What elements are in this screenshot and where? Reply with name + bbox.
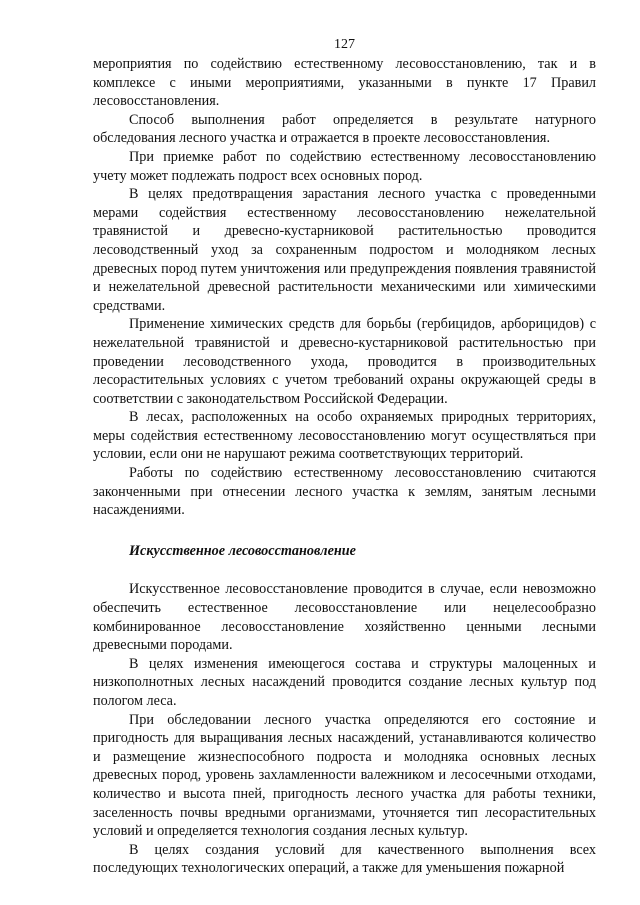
document-page <box>93 36 596 878</box>
paragraph: Работы по содействию естественному лесовосстановлению считаются законченными при отнесении лесного участка к землям, занятым лесными насаждениями. <box>93 465 596 519</box>
paragraph: Применение химических средств для борьбы (гербицидов, арборицидов) с нежелательной травянистой и древесно-кустарниковой растительностью при проведении лесоводственного ухода, проводится в производительных лесорастительных условиях с учетом требований охраны окружающей среды в соответствии с законодательством Российской Федерации. <box>93 316 596 407</box>
page-number: 127 <box>334 37 355 52</box>
paragraph: Искусственное лесовосстановление проводится в случае, если невозможно обеспечить естественное лесовосстановление или нецелесообразно комбинированное лесовосстановление хозяйственно ценными лесными древесными породами. <box>93 581 596 654</box>
paragraph: В целях предотвращения зарастания лесного участка с проведенными мерами содействия естественному лесовосстановлению нежелательной травянистой и древесно-кустарниковой растительностью проводится лесоводственный уход за сохраненным подростом и молодняком лесных древесных пород путем уничтожения или предупреждения появления травянистой и нежелательной древесной растительности механическими или химическими средствами. <box>93 186 596 314</box>
paragraph: мероприятия по содействию естественному лесовосстановлению, так и в комплексе с иными мероприятиями, указанными в пункте 17 Правил лесовосстановления. <box>93 56 596 110</box>
paragraph: В лесах, расположенных на особо охраняемых природных территориях, меры содействия естественному лесовосстановлению могут осуществляться при условии, если они не нарушают режима соответствующих территорий. <box>93 409 596 463</box>
paragraph: При приемке работ по содействию естественному лесовосстановлению учету может подлежать подрост всех основных пород. <box>93 148 596 184</box>
paragraph: В целях создания условий для качественного выполнения всех последующих технологических операций, а также для уменьшения пожарной <box>93 841 596 877</box>
paragraph: При обследовании лесного участка определяются его состояние и пригодность для выращивания лесных насаждений, устанавливаются количество и размещение жизнеспособного подроста и молодняка основных лесных древесных пород, уровень захламленности валежником и лесосечными отходами, количество и высота пней, пригодность лесного участка для работы техники, заселенность почвы вредными организмами, уточняется тип лесорастительных условий и определяется технология создания лесных культур. <box>93 711 596 840</box>
paragraph: В целях изменения имеющегося состава и структуры малоценных и низкополнотных лесных насаждений проводится создание лесных культур под пологом леса. <box>93 655 596 709</box>
section-heading: Искусственное лесовосстановление <box>129 542 356 559</box>
paragraph: Способ выполнения работ определяется в результате натурного обследования лесного участка и отражается в проекте лесовосстановления. <box>93 111 596 147</box>
